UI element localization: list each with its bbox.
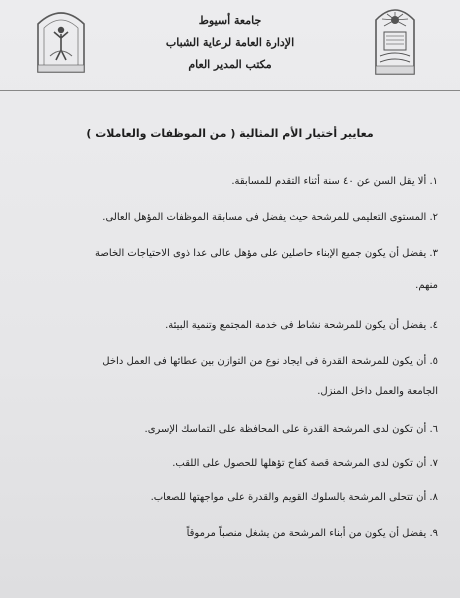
list-item: ١. ألا يقل السن عن ٤٠ سنة أثناء التقدم للمسابقة. — [231, 176, 438, 187]
office-name: مكتب المدير العام — [188, 58, 272, 71]
list-item: الجامعة والعمل داخل المنزل. — [317, 386, 438, 397]
list-item: ٨. أن تتحلى المرشحة بالسلوك القويم والقدرة على مواجهتها للصعاب. — [150, 492, 438, 503]
department-name: الإدارة العامة لرعاية الشباب — [165, 36, 295, 49]
header-divider — [0, 90, 460, 91]
assiut-university-emblem-icon — [372, 6, 418, 78]
letterhead — [140, 10, 320, 76]
list-item: ٧. أن تكون لدى المرشحة قصة كفاح تؤهلها للحصول على اللقب. — [172, 458, 438, 469]
university-name: جامعة أسيوط — [198, 14, 262, 27]
list-item: ٤. يفضل أن يكون للمرشحة نشاط فى خدمة المجتمع وتنمية البيئة. — [165, 320, 438, 331]
document-title: معايير أختيار الأم المثالية ( من الموظفات والعاملات ) — [86, 127, 374, 140]
list-item: ٩. يفضل أن يكون من أبناء المرشحة من يشغل منصباً مرموقاً — [186, 528, 438, 539]
youth-care-emblem-icon — [30, 6, 92, 76]
list-item: ٦. أن تكون لدى المرشحة القدرة على المحافظة على التماسك الإسرى. — [144, 424, 438, 435]
list-item: منهم. — [415, 280, 438, 291]
list-item: ٥. أن يكون للمرشحة القدرة فى ايجاد نوع من التوازن بين عطائها فى العمل داخل — [102, 356, 438, 367]
list-item: ٢. المستوى التعليمى للمرشحة حيث يفضل فى مسابقة الموظفات المؤهل العالى. — [102, 212, 438, 223]
list-item: ٣. يفضل أن يكون جميع الإبناء حاصلين على مؤهل عالى عدا ذوى الاحتياجات الخاصة — [95, 248, 438, 259]
